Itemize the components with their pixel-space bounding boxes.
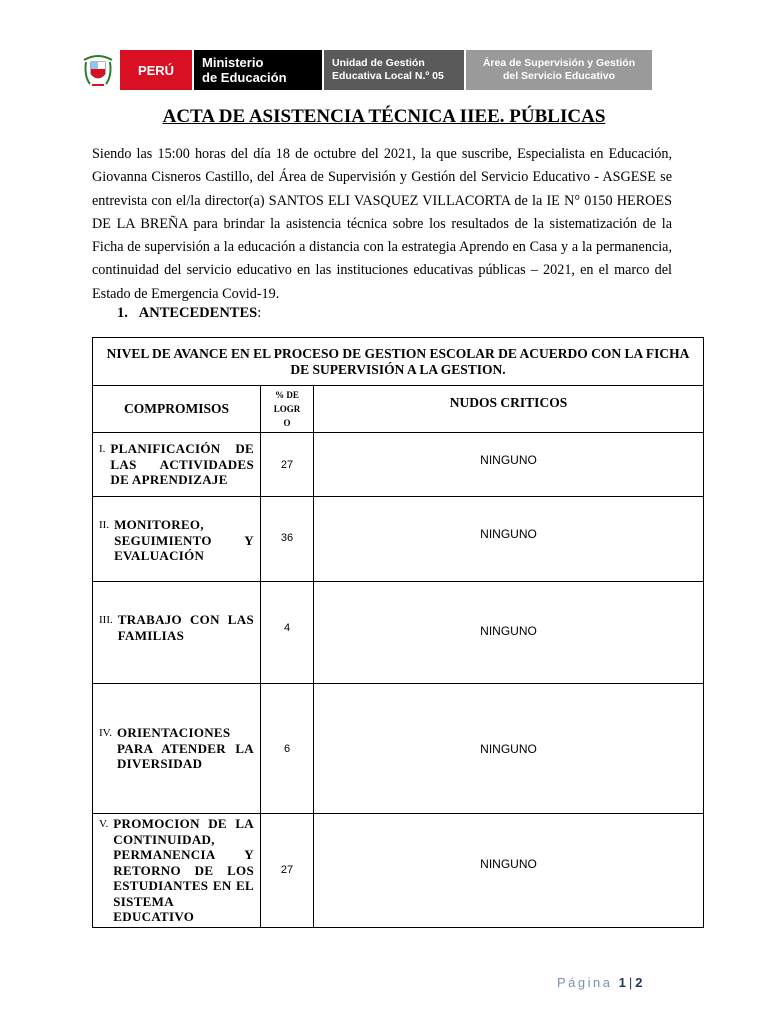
ugel-line2: Educativa Local N.º 05 — [332, 70, 444, 82]
col-logro-line3: O — [283, 418, 291, 428]
nudo-value — [314, 814, 704, 928]
logro-text: 4 — [283, 621, 291, 634]
asgese-line1: Área de Supervisión y Gestión — [482, 57, 636, 69]
col-logro-header — [261, 386, 314, 433]
nudo-value — [314, 433, 704, 497]
logro-value: 27 — [261, 814, 314, 928]
compromiso-text: MONITOREO, SEGUIMIENTO Y EVALUACIÓN — [114, 517, 254, 563]
nudo-text: NINGUNO — [480, 452, 537, 467]
ugel-label — [322, 50, 464, 90]
nudo-value: NINGUNO — [314, 684, 704, 814]
ministerio-label — [192, 50, 322, 90]
col-logro-line1: % DE — [275, 390, 299, 400]
compromiso-text: PROMOCION DE LA CONTINUIDAD, PERMANENCIA Y RETORNO DE LOS ESTUDIANTES EN EL SISTEMA EDUCATIVO — [113, 816, 254, 924]
section-suffix: : — [257, 305, 262, 321]
compromiso-cell — [93, 684, 261, 814]
logro-value: 36 — [261, 497, 314, 582]
compromiso-cell — [93, 582, 261, 684]
table-title: NIVEL DE AVANCE EN EL PROCESO DE GESTION ESCOLAR DE ACUERDO CON LA FICHA DE SUPERVISIÓN A LA GESTION. — [93, 338, 704, 386]
col-compromisos-header: COMPROMISOS — [93, 386, 261, 433]
page-label: Página — [557, 975, 613, 990]
compromiso-cell — [93, 814, 261, 928]
page-total: 2 — [635, 975, 643, 990]
nudo-value: NINGUNO — [314, 497, 704, 582]
section-title: ANTECEDENTES — [138, 305, 258, 321]
peru-label: PERÚ — [120, 50, 192, 90]
document-title: ACTA DE ASISTENCIA TÉCNICA IIEE. PÚBLICAS — [162, 106, 606, 127]
row-numeral: II. — [99, 519, 110, 531]
asgese-label — [464, 50, 652, 90]
col-nudos-header — [314, 386, 704, 433]
table-row — [93, 433, 704, 497]
compromiso-text: TRABAJO CON LAS FAMILIAS — [117, 612, 254, 643]
asgese-line2: del Servicio Educativo — [502, 70, 616, 82]
ministerio-line2: de Educación — [202, 70, 287, 85]
col-logro-line2: LOGR — [273, 404, 301, 414]
row-numeral: IV. — [99, 727, 112, 740]
page-separator: | — [628, 975, 633, 990]
section-heading — [117, 305, 261, 322]
national-shield-icon — [80, 50, 116, 90]
logro-value — [261, 582, 314, 684]
intro-paragraph: Siendo las 15:00 horas del día 18 de octubre del 2021, la que suscribe, Especialista en Educación, Giovanna Cisneros Castillo, del Área de Supervisión y Gestión del Servicio Educativo - ASGESE se entrevista con el/la director(a) SANTOS ELI VASQUEZ VILLACORTA de la IE N° 0150 HEROES DE LA BREÑA para brindar la asistencia técnica sobre los resultados de la sistematización de la Ficha de supervisión a la educación a distancia con la estrategia Aprendo en Casa y a la permanencia, continuidad del servicio educativo en las instituciones educativas públicas – 2021, en el marco del Estado de Emergencia Covid-19. — [92, 146, 672, 302]
compromiso-cell — [93, 433, 261, 497]
antecedentes-table — [92, 337, 704, 928]
nudo-text: NINGUNO — [480, 857, 537, 872]
compromiso-cell — [93, 497, 261, 582]
row-numeral: I. — [99, 443, 106, 456]
table-row — [93, 582, 704, 684]
nudo-text: NINGUNO — [480, 623, 537, 638]
ugel-line1: Unidad de Gestión — [332, 57, 425, 69]
logro-value: 6 — [261, 684, 314, 814]
compromiso-text: PLANIFICACIÓN DE LAS ACTIVIDADES DE APRENDIZAJE — [110, 441, 254, 488]
section-number: 1. — [117, 305, 128, 321]
row-numeral: V. — [99, 818, 109, 830]
table-row — [93, 814, 704, 928]
header-banner — [80, 50, 652, 90]
logro-value: 27 — [261, 433, 314, 497]
table-row — [93, 684, 704, 814]
ministerio-line1: Ministerio — [202, 55, 264, 70]
page-footer — [557, 975, 642, 990]
compromiso-text: ORIENTACIONES PARA ATENDER LA DIVERSIDAD — [116, 725, 254, 772]
row-numeral: III. — [99, 614, 113, 626]
table-row — [93, 497, 704, 582]
nudo-value — [314, 582, 704, 684]
page-current: 1 — [618, 975, 626, 990]
col-nudos-label: NUDOS CRITICOS — [449, 395, 568, 410]
